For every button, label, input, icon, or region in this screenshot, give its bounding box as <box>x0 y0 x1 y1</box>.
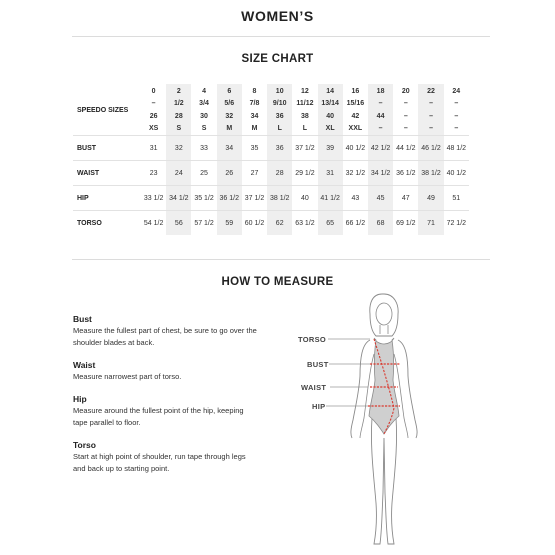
measurement-cell: 44 1/2 <box>393 136 418 161</box>
size-cell: 44 <box>368 110 393 123</box>
measurement-cell: 34 1/2 <box>166 186 191 211</box>
measurement-row <box>73 161 469 186</box>
measurement-cell: 60 1/2 <box>242 211 267 236</box>
measurement-cell: 26 <box>217 161 242 186</box>
measurement-cell: 40 1/2 <box>444 161 469 186</box>
size-cell: 6 <box>217 84 242 98</box>
measurement-cell: 68 <box>368 211 393 236</box>
size-cell: 38 <box>301 112 309 120</box>
measurement-cell: 49 <box>418 186 443 211</box>
measure-description: Measure narrowest part of torso. <box>73 372 182 381</box>
size-header-row <box>73 84 469 98</box>
measurement-cell: 40 <box>292 186 317 211</box>
page-title: WOMEN’S <box>241 8 314 24</box>
size-cell: M <box>242 123 267 136</box>
size-cell: 20 <box>401 87 410 95</box>
size-cell: S <box>191 123 216 136</box>
figure-label-torso: TORSO <box>298 335 327 344</box>
measurement-cell: 51 <box>444 186 469 211</box>
measurement-cell: 57 1/2 <box>191 211 216 236</box>
measurement-cell: 33 1/2 <box>141 186 166 211</box>
measure-item-hip <box>73 393 273 429</box>
speedo-sizes-label: SPEEDO SIZES <box>77 106 129 114</box>
how-to-measure-title: HOW TO MEASURE <box>221 276 334 288</box>
size-cell: 0 <box>151 87 156 95</box>
measurement-cell: 31 <box>318 161 343 186</box>
size-cell: 4 <box>202 87 206 95</box>
measure-instructions <box>73 313 273 485</box>
size-chart-table <box>73 84 469 235</box>
measurement-cell: 69 1/2 <box>393 211 418 236</box>
size-cell: XS <box>141 123 166 136</box>
measurement-cell: 41 1/2 <box>318 186 343 211</box>
size-cell: 5/6 <box>217 98 242 111</box>
measurement-cell: 33 <box>191 136 216 161</box>
measure-title: Hip <box>73 394 87 404</box>
size-cell: XL <box>318 123 343 136</box>
size-cell: 28 <box>166 110 191 123</box>
measurement-label: WAIST <box>73 161 141 186</box>
measurement-cell: 27 <box>242 161 267 186</box>
measurement-label: TORSO <box>73 211 141 236</box>
measurement-cell: 36 1/2 <box>217 186 242 211</box>
size-cell: 18 <box>368 84 393 98</box>
measurement-label: HIP <box>73 186 141 211</box>
size-cell: S <box>166 123 191 136</box>
size-cell: – <box>393 123 418 136</box>
measurement-cell: 25 <box>191 161 216 186</box>
measurement-cell: 65 <box>318 211 343 236</box>
measurement-row <box>73 136 469 161</box>
measure-item-waist <box>73 359 273 383</box>
measurement-cell: 24 <box>166 161 191 186</box>
measurement-cell: 46 1/2 <box>418 136 443 161</box>
size-cell: – <box>403 112 408 120</box>
size-cell: – <box>444 123 469 136</box>
measure-title: Bust <box>73 314 92 324</box>
size-cell: 36 <box>267 110 292 123</box>
size-cell: 8 <box>252 87 257 95</box>
measurement-row <box>73 211 469 236</box>
size-cell: – <box>454 112 459 120</box>
measurement-cell: 54 1/2 <box>141 211 166 236</box>
divider-middle <box>72 259 490 260</box>
measurement-cell: 62 <box>267 211 292 236</box>
size-cell: 24 <box>452 87 461 95</box>
measurement-cell: 66 1/2 <box>343 211 368 236</box>
measure-item-bust <box>73 313 273 349</box>
body-measurement-figure <box>290 288 490 550</box>
measurement-cell: 59 <box>217 211 242 236</box>
measurement-cell: 39 <box>318 136 343 161</box>
measurement-cell: 34 1/2 <box>368 161 393 186</box>
measurement-cell: 38 1/2 <box>267 186 292 211</box>
size-cell: 42 <box>351 112 360 120</box>
measurement-cell: 28 <box>267 161 292 186</box>
size-cell: – <box>418 123 443 136</box>
size-cell: 30 <box>200 112 208 120</box>
size-cell: – <box>418 98 443 111</box>
size-cell: 12 <box>301 87 309 95</box>
size-cell: 40 <box>318 110 343 123</box>
size-cell: 9/10 <box>267 98 292 111</box>
figure-label-hip: HIP <box>312 402 326 411</box>
measurement-cell: 63 1/2 <box>292 211 317 236</box>
size-cell: L <box>292 123 317 136</box>
measurement-cell: 32 1/2 <box>343 161 368 186</box>
size-cell: 34 <box>250 112 259 120</box>
measure-title: Torso <box>73 440 96 450</box>
divider-top <box>72 36 490 37</box>
measurement-cell: 34 <box>217 136 242 161</box>
size-cell: 7/8 <box>249 100 260 108</box>
measurement-row <box>73 186 469 211</box>
figure-label-bust: BUST <box>307 360 329 369</box>
size-cell: M <box>217 123 242 136</box>
measurement-cell: 36 1/2 <box>393 161 418 186</box>
measure-description: Measure the fullest part of chest, be sure to go over the shoulder blades at back. <box>73 326 257 347</box>
measurement-cell: 42 1/2 <box>368 136 393 161</box>
size-cell: XXL <box>343 123 368 136</box>
body-silhouette-illustration <box>290 288 490 550</box>
measurement-cell: 43 <box>343 186 368 211</box>
size-cell: – <box>418 110 443 123</box>
measurement-cell: 40 1/2 <box>343 136 368 161</box>
measurement-cell: 56 <box>166 211 191 236</box>
measurement-cell: 38 1/2 <box>418 161 443 186</box>
size-cell: – <box>403 100 408 108</box>
measurement-cell: 36 <box>267 136 292 161</box>
size-cell: L <box>267 123 292 136</box>
size-cell: 11/12 <box>296 100 314 108</box>
measurement-label: BUST <box>73 136 141 161</box>
measurement-cell: 31 <box>141 136 166 161</box>
measurement-cell: 35 <box>242 136 267 161</box>
measurement-cell: 47 <box>393 186 418 211</box>
size-cell: 2 <box>166 84 191 98</box>
measurement-cell: 71 <box>418 211 443 236</box>
measure-description: Start at high point of shoulder, run tape through legs and back up to starting point. <box>73 452 246 473</box>
size-cell: 3/4 <box>199 100 209 108</box>
size-cell: 14 <box>318 84 343 98</box>
measurement-cell: 37 1/2 <box>292 136 317 161</box>
size-cell: – <box>368 98 393 111</box>
figure-label-waist: WAIST <box>301 383 327 392</box>
measurement-cell: 37 1/2 <box>242 186 267 211</box>
measurement-cell: 48 1/2 <box>444 136 469 161</box>
size-cell: – <box>151 100 156 108</box>
size-cell: 13/14 <box>318 98 343 111</box>
size-cell: 26 <box>149 112 158 120</box>
measurement-cell: 45 <box>368 186 393 211</box>
measurement-cell: 29 1/2 <box>292 161 317 186</box>
size-cell: 1/2 <box>166 98 191 111</box>
measurement-cell: 35 1/2 <box>191 186 216 211</box>
measure-description: Measure around the fullest point of the hip, keeping tape parallel to floor. <box>73 406 244 427</box>
size-cell: – <box>454 100 459 108</box>
measurement-cell: 23 <box>141 161 166 186</box>
measurement-cell: 32 <box>166 136 191 161</box>
measure-item-torso <box>73 439 273 475</box>
size-chart-title: SIZE CHART <box>241 53 314 65</box>
size-cell: 10 <box>267 84 292 98</box>
size-cell: 32 <box>217 110 242 123</box>
measure-title: Waist <box>73 360 96 370</box>
size-cell: – <box>368 123 393 136</box>
measurement-cell: 72 1/2 <box>444 211 469 236</box>
size-cell: 22 <box>418 84 443 98</box>
size-cell: 16 <box>351 87 360 95</box>
size-cell: 15/16 <box>346 100 365 108</box>
